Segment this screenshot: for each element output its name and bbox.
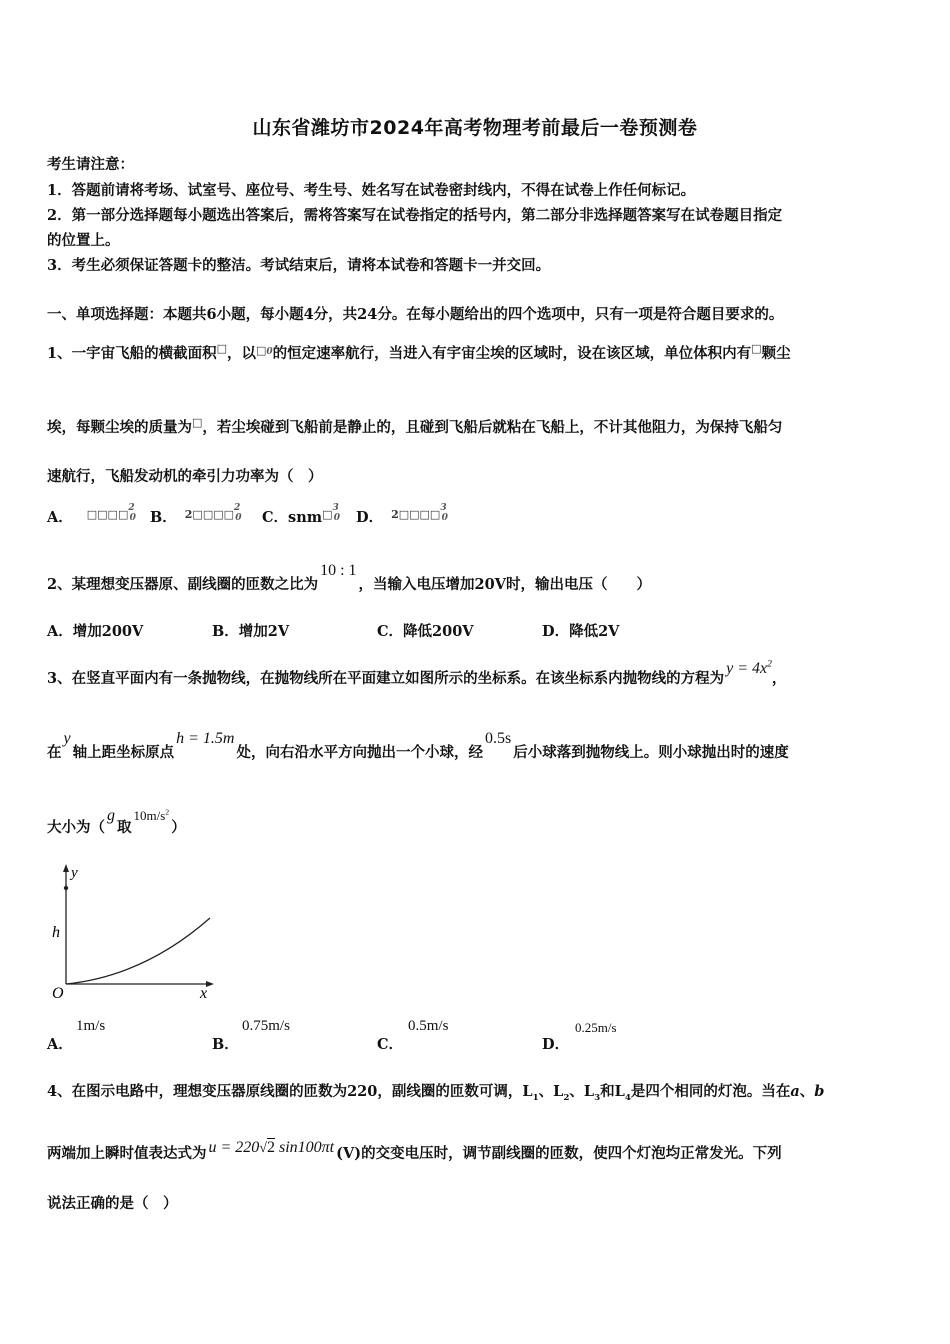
graph-h-label: h	[52, 924, 60, 941]
page-title: 山东省潍坊市2024年高考物理考前最后一卷预测卷	[252, 117, 698, 139]
q1-text-e: 埃，每颗尘埃的质量为	[47, 419, 192, 436]
q2-stem: 2、某理想变压器原、副线圈的匝数之比为10 : 1，当输入电压增加20V时，输出电压（ ）	[47, 562, 651, 593]
q2-option-d: D．降低2V	[542, 623, 620, 640]
q1-text-a: 1、一宇宙飞船的横截面积	[47, 345, 217, 362]
x-axis-arrow	[206, 981, 214, 987]
q4-line1: 4、在图示电路中，理想变压器原线圈的匝数为220，副线圈的匝数可调，$L_1$、$L_2$、$L_3$和$L_4$是四个相同的灯泡。当在a、b	[47, 1083, 825, 1103]
q3-option-d-value: 0.25m/s	[575, 1020, 617, 1035]
graph-y-label: y	[71, 865, 78, 881]
q3-line2: 在y轴上距坐标原点h = 1.5m处，向右沿水平方向抛出一个小球，经0.5s后小球落到抛物线上。则小球抛出时的速度	[47, 730, 789, 761]
q1-option-a: A． $^{□□□□2}$0	[47, 503, 136, 526]
q3-option-c-value: 0.5m/s	[408, 1018, 449, 1034]
q2-ratio: 10 : 1	[320, 562, 357, 579]
q1-text-c: 的恒定速率航行，当进入有宇宙尘埃的区域时，设在该区域，单位体积内有	[272, 345, 752, 362]
q1-n-placeholder: □	[751, 342, 762, 355]
graph-x-label: x	[200, 985, 208, 1002]
q1-line1	[47, 342, 791, 363]
q1-option-d-formula: 2□□□□	[391, 508, 441, 521]
notice-heading: 考生请注意：	[47, 156, 134, 173]
section-heading: 一、单项选择题：本题共6小题，每小题4分，共24分。在每小题给出的四个选项中，只有一项是符合题目要求的。	[47, 306, 784, 323]
notice-item-2: 2．第一部分选择题每小题选出答案后，需将答案写在试卷指定的括号内，第二部分非选择题答案写在试卷题目指定	[47, 207, 783, 224]
q2-option-a: A．增加200V	[47, 623, 144, 640]
q1-option-b-formula: 2□□□□	[184, 508, 234, 521]
q3-option-b-value: 0.75m/s	[242, 1018, 290, 1034]
q1-text-d: 颗尘	[761, 345, 791, 362]
q3-line1: 3、在竖直平面内有一条抛物线，在抛物线所在平面建立如图所示的坐标系。在该坐标系内抛物线的方程为$y = 4x^2$，	[47, 658, 787, 687]
q3-equation: $y = 4x^2$	[726, 658, 772, 677]
q1-m-placeholder: □	[192, 416, 203, 429]
q3-option-a: A．	[47, 1036, 73, 1053]
notice-item-3: 3．考生必须保证答题卡的整洁。考试结束后，请将本试卷和答题卡一并交回。	[47, 257, 551, 274]
q4-line2: 两端加上瞬时值表达式为 u = 220√2 sin100πt (V)的交变电压时，调节副线圈的匝数，使四个灯泡均正常发光。下列	[47, 1139, 782, 1162]
graph-origin-label: O	[52, 985, 64, 1002]
q1-area-placeholder: □	[216, 342, 227, 355]
q3-height: h = 1.5m	[176, 730, 235, 747]
q2-option-c: C．降低200V	[377, 623, 474, 640]
q1-option-b: B． $^{2□□□□2}$0	[150, 503, 242, 526]
q2-option-b: B．增加2V	[212, 623, 290, 640]
q1-option-a-formula: □□□□	[86, 508, 129, 521]
q3-graph	[44, 860, 224, 1005]
q1-option-d: D． $^{2□□□□3}$0	[356, 503, 448, 526]
q3-time: 0.5s	[484, 730, 512, 747]
q1-text-b: ，以	[227, 345, 256, 362]
notice-item-1: 1．答题前请将考场、试室号、座位号、考生号、姓名写在试卷密封线内，不得在试卷上作任何标记。	[47, 182, 696, 199]
q3-option-b: B．	[212, 1036, 239, 1053]
q1-speed-placeholder: □0	[256, 344, 273, 357]
q3-option-c: C．	[377, 1036, 404, 1053]
q4-voltage-expression: u = 220√2 sin100πt	[208, 1139, 335, 1156]
parabola-curve	[66, 918, 210, 984]
q3-option-d: D．	[542, 1036, 570, 1053]
q1-line3: 速航行，飞船发动机的牵引力功率为（ ）	[47, 468, 323, 485]
q1-option-c: C．snm$^{□3}$0	[262, 503, 341, 526]
q1-line2	[47, 416, 782, 437]
launch-point	[64, 886, 68, 890]
q3-line3: 大小为（g取$10m/s^2$）	[47, 807, 186, 836]
notice-item-2-cont: 的位置上。	[47, 232, 120, 249]
q4-line3: 说法正确的是（ ）	[47, 1195, 178, 1212]
q3-g-value: $10m/s^2$	[133, 807, 170, 823]
q3-option-a-value: 1m/s	[76, 1018, 106, 1034]
q1-text-f: ，若尘埃碰到飞船前是静止的，且碰到飞船后就粘在飞船上，不计其他阻力，为保持飞船匀	[202, 419, 783, 436]
y-axis-arrow	[63, 864, 69, 872]
